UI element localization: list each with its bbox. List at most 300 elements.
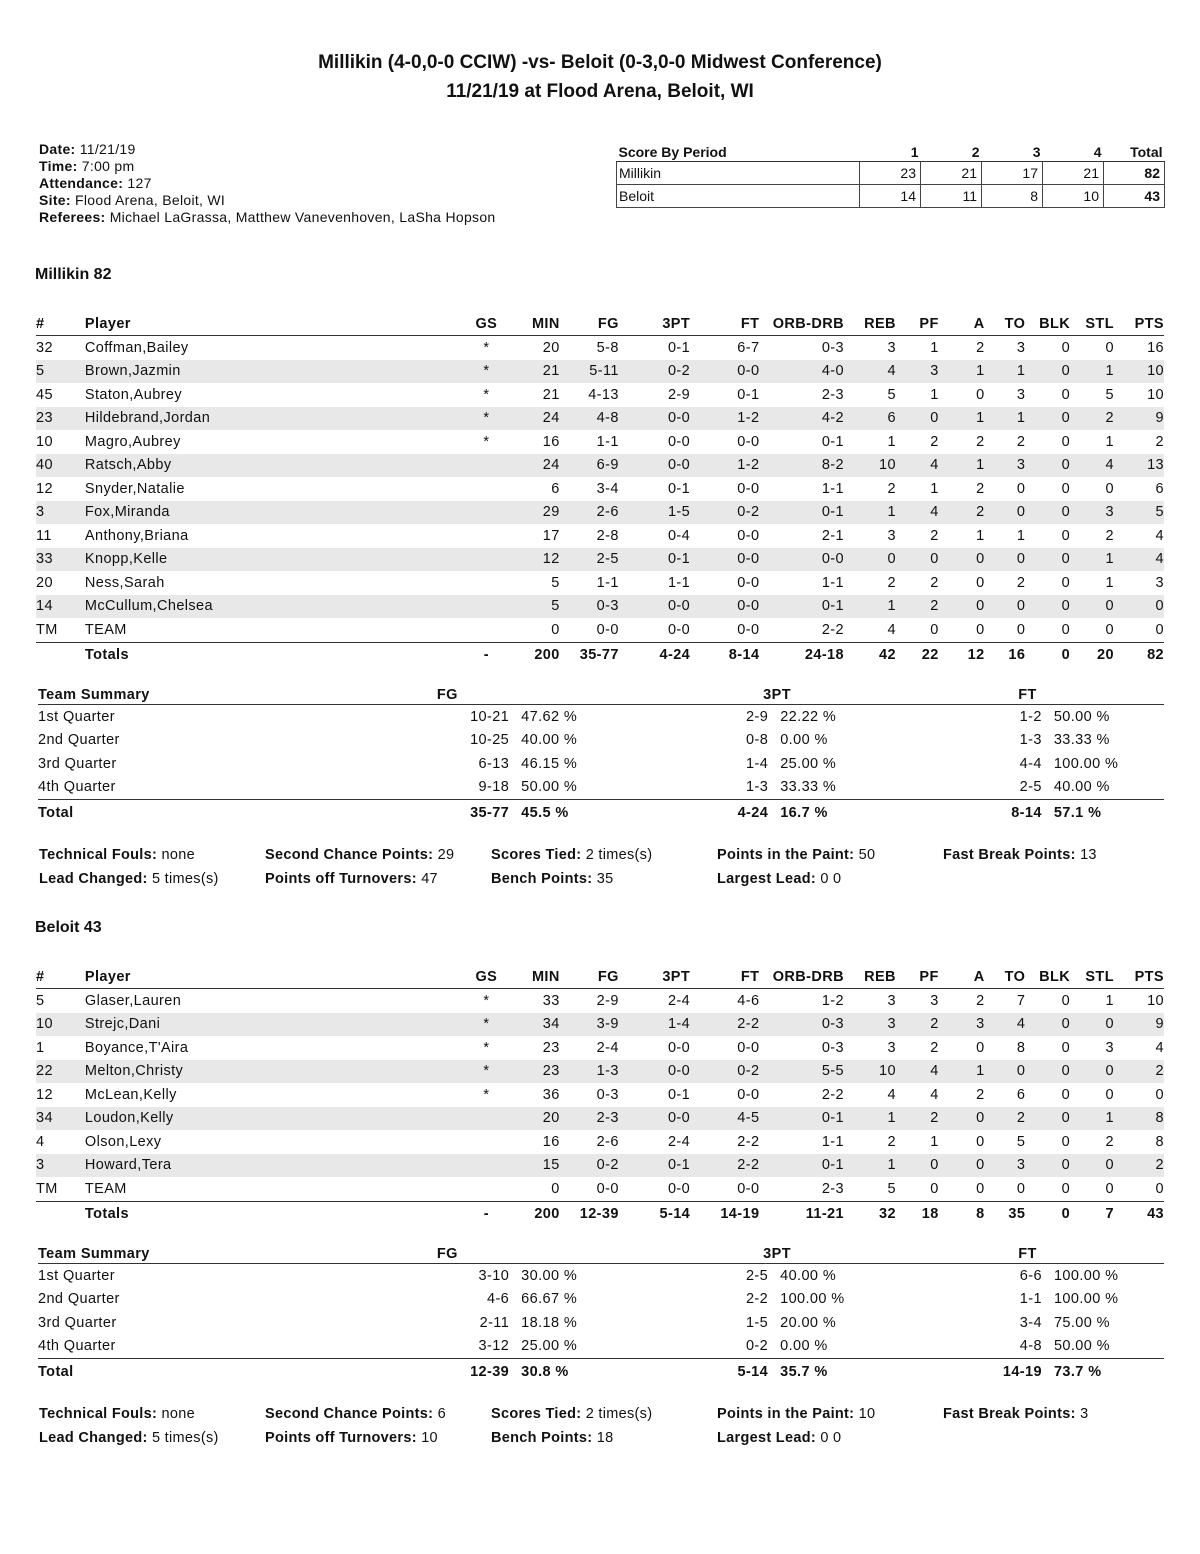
summary-gap (612, 1288, 673, 1312)
free-throws: 0-1 (737, 386, 760, 403)
player-row (36, 336, 1164, 360)
blocks: 0 (1061, 621, 1071, 638)
points: 4 (1114, 548, 1164, 572)
points: 8 (1114, 1107, 1164, 1131)
fg-percent: 45.5 % (515, 800, 612, 826)
report-subtitle: 11/21/19 at Flood Arena, Beloit, WI (446, 81, 754, 102)
turnovers: 3 (1016, 339, 1026, 356)
three-pointers: 0-0 (667, 1180, 691, 1197)
ft-made-attempted: 3-4 (1019, 1314, 1042, 1331)
field-goals: 6-9 (560, 454, 619, 478)
turnovers: 4 (985, 1013, 1026, 1037)
player-row (36, 501, 1164, 525)
rebounds: 10 (844, 454, 896, 478)
assists: 0 (939, 595, 985, 619)
ft-percent: 50.00 % (1053, 708, 1110, 725)
games-started: * (462, 1060, 511, 1084)
score-q: 10 (1043, 185, 1104, 208)
three-percent: 0.00 % (780, 1338, 828, 1355)
column-header-rebounds: REB (844, 313, 896, 336)
stat-value-largest: 0 0 (820, 871, 842, 887)
player-name: Howard,Tera (85, 1154, 462, 1178)
minutes: 24 (511, 454, 560, 478)
steals: 1 (1105, 992, 1114, 1009)
fouls: 0 (896, 548, 939, 572)
minutes: 33 (542, 992, 560, 1009)
quarter-label: 4th Quarter (38, 1338, 116, 1355)
stat-label-pot: Points off Turnovers: (265, 1430, 417, 1446)
stat-label-second: Second Chance Points: (265, 847, 434, 863)
field-goals: 1-1 (596, 574, 619, 591)
minutes: 16 (542, 433, 560, 450)
minutes: 12 (511, 548, 560, 572)
box-header-row (36, 966, 1164, 989)
games-started (462, 1107, 511, 1131)
turnovers: 0 (985, 548, 1026, 572)
player-number: 10 (36, 1013, 85, 1037)
score-q: 11 (921, 185, 982, 208)
free-throws: 0-2 (690, 1060, 759, 1084)
three-pointers: 0-1 (619, 1154, 690, 1178)
assists: 0 (939, 1154, 985, 1178)
player-number: TM (36, 1180, 58, 1197)
steals: 1 (1105, 574, 1114, 591)
field-goals: 4-8 (560, 407, 619, 431)
stat-label-tech: Technical Fouls: (39, 1406, 158, 1422)
ft-made-attempted: 1-2 (1019, 708, 1042, 725)
stat-second (265, 1406, 446, 1422)
rebounds: 1 (887, 433, 896, 450)
box-header-row (36, 313, 1164, 336)
turnovers: 1 (1016, 527, 1026, 544)
assists: 1 (939, 360, 985, 384)
assists: 0 (939, 548, 985, 572)
quarter-label: 3rd Quarter (38, 755, 117, 772)
summary-row (38, 1311, 1164, 1335)
score-q: 21 (921, 162, 982, 185)
column-header-blocks: BLK (1025, 313, 1070, 336)
games-started: * (462, 407, 511, 431)
quarter-label: 1st Quarter (38, 708, 115, 725)
field-goals: 0-3 (560, 595, 619, 619)
three-percent: 20.00 % (780, 1314, 837, 1331)
ft-percent: 57.1 % (1048, 800, 1164, 826)
column-header-turnovers: TO (985, 313, 1026, 336)
fouls: 4 (896, 454, 939, 478)
quarter-label: 3rd Quarter (38, 1314, 117, 1331)
report-title: Millikin (4-0,0-0 CCIW) -vs- Beloit (0-3,0-0 Midwest Conference) (318, 52, 882, 73)
summary-total-row (38, 1359, 1164, 1385)
steals: 2 (1070, 407, 1114, 431)
column-header-free-throws: FT (690, 313, 759, 336)
stat-value-bench: 35 (596, 871, 614, 887)
three-pointers: 2-4 (667, 992, 691, 1009)
orb-drb: 2-2 (821, 621, 844, 638)
three-pointers: 0-1 (619, 548, 690, 572)
score-total: 43 (1104, 185, 1165, 208)
field-goals: 5-11 (560, 360, 619, 384)
player-number: 4 (36, 1133, 45, 1150)
blocks: 0 (1025, 1060, 1070, 1084)
column-header-free-throws: FT (690, 966, 759, 989)
score-q: 21 (1043, 162, 1104, 185)
stat-label-bench: Bench Points: (491, 1430, 593, 1446)
turnovers: 0 (1016, 1180, 1026, 1197)
rebounds: 3 (887, 339, 896, 356)
player-name: Melton,Christy (85, 1060, 462, 1084)
column-header-games-started: GS (462, 313, 511, 336)
summary-gap (612, 776, 673, 800)
fg-percent: 50.00 % (521, 779, 578, 796)
stat-pot (265, 871, 438, 887)
field-goals: 0-3 (596, 1086, 619, 1103)
total-assists: 8 (939, 1201, 985, 1226)
column-header-player-number: # (36, 313, 85, 336)
points: 3 (1155, 574, 1164, 591)
turnovers: 2 (1016, 574, 1026, 591)
assists: 2 (939, 501, 985, 525)
three-pointers: 0-4 (667, 527, 691, 544)
total-fouls: 22 (896, 642, 939, 667)
field-goals: 2-9 (596, 992, 619, 1009)
box-score-table (36, 966, 1164, 1226)
games-started: * (462, 1013, 511, 1037)
ft-made-attempted: 8-14 (951, 800, 1048, 826)
stat-value-tech: none (161, 847, 195, 863)
steals: 1 (1070, 360, 1114, 384)
summary-header-row (38, 686, 1164, 705)
turnovers: 3 (985, 1154, 1026, 1178)
steals: 0 (1105, 480, 1114, 497)
free-throws: 0-0 (737, 433, 760, 450)
fouls: 4 (930, 1086, 939, 1103)
points: 6 (1155, 480, 1164, 497)
fouls: 4 (896, 501, 939, 525)
total-player-number (36, 642, 85, 667)
player-row (36, 1107, 1164, 1131)
points: 10 (1147, 386, 1164, 403)
steals: 0 (1105, 339, 1114, 356)
orb-drb: 1-1 (821, 480, 844, 497)
steals: 5 (1105, 386, 1114, 403)
minutes: 23 (511, 1060, 560, 1084)
stat-fast (943, 847, 1097, 863)
game-info (39, 141, 496, 226)
points: 16 (1147, 339, 1164, 356)
fouls: 2 (930, 574, 939, 591)
period-header: 4 (1043, 142, 1104, 162)
field-goals: 3-4 (596, 480, 619, 497)
player-name: Hildebrand,Jordan (85, 407, 462, 431)
fouls: 2 (930, 1039, 939, 1056)
referees-value: Michael LaGrassa, Matthew Vanevenhoven, LaSha Hopson (109, 209, 496, 225)
player-row (36, 1083, 1164, 1107)
games-started: * (462, 360, 511, 384)
rebounds: 3 (844, 1013, 896, 1037)
field-goals: 0-2 (560, 1154, 619, 1178)
player-number: 34 (36, 1107, 85, 1131)
score-team: Beloit (617, 185, 860, 208)
stat-label-second: Second Chance Points: (265, 1406, 434, 1422)
column-header-field-goals: FG (560, 313, 619, 336)
column-header-orb-drb: ORB-DRB (759, 966, 844, 989)
assists: 1 (939, 1060, 985, 1084)
stat-label-lead: Lead Changed: (39, 871, 148, 887)
points: 0 (1155, 621, 1164, 638)
column-header-assists: A (939, 313, 985, 336)
stat-paint (717, 1406, 875, 1422)
orb-drb: 4-0 (759, 360, 844, 384)
fouls: 2 (896, 595, 939, 619)
site-line: Site: Flood Arena, Beloit, WI (39, 192, 226, 208)
steals: 2 (1105, 527, 1114, 544)
player-name: Snyder,Natalie (84, 480, 185, 497)
summary-gap (612, 1335, 673, 1359)
minutes: 20 (511, 1107, 560, 1131)
turnovers: 6 (1016, 1086, 1026, 1103)
quarter-label: 1st Quarter (38, 1267, 115, 1284)
ft-made-attempted: 14-19 (951, 1359, 1048, 1385)
minutes: 24 (511, 407, 560, 431)
rebounds: 3 (887, 527, 896, 544)
summary-row (38, 729, 1164, 753)
player-number: 3 (36, 501, 85, 525)
stat-value-pot: 47 (421, 871, 438, 887)
score-q: 23 (860, 162, 921, 185)
steals: 2 (1105, 1133, 1114, 1150)
total-field-goals: 35-77 (560, 642, 619, 667)
fg-made-attempted: 3-10 (478, 1267, 510, 1284)
stat-fast (943, 1406, 1088, 1422)
orb-drb: 2-2 (821, 1086, 844, 1103)
blocks: 0 (1025, 595, 1070, 619)
games-started: * (483, 386, 490, 403)
summary-row (38, 1335, 1164, 1359)
points: 10 (1114, 360, 1164, 384)
total-points: 43 (1114, 1201, 1164, 1226)
summary-gap (612, 705, 673, 729)
player-number: 23 (36, 407, 85, 431)
steals: 0 (1070, 595, 1114, 619)
free-throws: 1-2 (690, 454, 759, 478)
points: 0 (1114, 595, 1164, 619)
total-turnovers: 16 (985, 642, 1026, 667)
ft-made-attempted: 2-5 (1019, 779, 1042, 796)
column-header-steals: STL (1070, 313, 1114, 336)
total-fouls: 18 (896, 1201, 939, 1226)
turnovers: 1 (985, 360, 1026, 384)
free-throws: 0-0 (690, 548, 759, 572)
rebounds: 5 (887, 386, 896, 403)
fouls: 2 (930, 527, 939, 544)
fg-percent: 66.67 % (521, 1291, 578, 1308)
team-summary-table (38, 1245, 1164, 1384)
player-number: 11 (36, 527, 52, 544)
field-goals: 1-3 (560, 1060, 619, 1084)
games-started (462, 477, 511, 501)
assists: 0 (976, 1180, 985, 1197)
orb-drb: 0-0 (759, 548, 844, 572)
stat-second (265, 847, 454, 863)
summary-row (38, 705, 1164, 729)
minutes: 21 (542, 386, 560, 403)
field-goals: 3-9 (560, 1013, 619, 1037)
steals: 0 (1105, 1086, 1114, 1103)
games-started (462, 1130, 511, 1154)
rebounds: 6 (844, 407, 896, 431)
points: 2 (1114, 1060, 1164, 1084)
total-rebounds: 32 (844, 1201, 896, 1226)
fg-percent: 46.15 % (521, 755, 578, 772)
player-name: McLean,Kelly (84, 1086, 177, 1103)
blocks: 0 (1025, 407, 1070, 431)
quarter-label: Total (38, 1359, 332, 1385)
points: 13 (1114, 454, 1164, 478)
player-row (36, 430, 1164, 454)
blocks: 0 (1061, 339, 1071, 356)
orb-drb: 1-2 (821, 992, 844, 1009)
steals: 0 (1070, 1154, 1114, 1178)
stat-label-fast: Fast Break Points: (943, 847, 1076, 863)
score-q: 14 (860, 185, 921, 208)
turnovers: 0 (1016, 621, 1026, 638)
free-throws: 0-0 (737, 1086, 760, 1103)
fouls: 0 (896, 407, 939, 431)
orb-drb: 5-5 (759, 1060, 844, 1084)
three-made-attempted: 2-5 (745, 1267, 769, 1284)
ft-made-attempted: 1-1 (1019, 1291, 1042, 1308)
free-throws: 6-7 (737, 339, 760, 356)
player-number: 22 (36, 1060, 85, 1084)
three-percent: 25.00 % (780, 755, 837, 772)
turnovers: 0 (985, 595, 1026, 619)
assists: 2 (976, 339, 985, 356)
field-goals: 2-8 (596, 527, 619, 544)
minutes: 21 (511, 360, 560, 384)
blocks: 0 (1025, 360, 1070, 384)
rebounds: 4 (844, 360, 896, 384)
player-row (36, 1154, 1164, 1178)
stat-label-tied: Scores Tied: (491, 1406, 582, 1422)
minutes: 23 (542, 1039, 560, 1056)
player-name: Fox,Miranda (85, 501, 462, 525)
assists: 0 (976, 574, 985, 591)
orb-drb: 0-1 (759, 595, 844, 619)
minutes: 0 (551, 621, 560, 638)
player-name: Brown,Jazmin (85, 360, 462, 384)
three-pointers: 0-1 (667, 480, 691, 497)
fg-percent: 30.8 % (515, 1359, 612, 1385)
summary-header-row (38, 1245, 1164, 1264)
score-q: 8 (982, 185, 1043, 208)
total-assists: 12 (939, 642, 985, 667)
points: 0 (1155, 1086, 1164, 1103)
stat-label-fast: Fast Break Points: (943, 1406, 1076, 1422)
player-name: Loudon,Kelly (85, 1107, 462, 1131)
total-orb-drb: 24-18 (759, 642, 844, 667)
orb-drb: 0-1 (759, 501, 844, 525)
three-made-attempted: 2-2 (745, 1291, 769, 1308)
fg-made-attempted: 4-6 (486, 1291, 510, 1308)
assists: 2 (976, 480, 985, 497)
player-row (36, 618, 1164, 642)
attendance-value: 127 (127, 175, 152, 191)
games-started (462, 1177, 511, 1201)
minutes: 29 (511, 501, 560, 525)
column-header-fouls: PF (896, 313, 939, 336)
total-blocks: 0 (1025, 1201, 1070, 1226)
summary-row (38, 1288, 1164, 1312)
orb-drb: 2-3 (821, 1180, 844, 1197)
total-header: Total (1104, 142, 1165, 162)
three-pointers: 1-5 (619, 501, 690, 525)
player-name: Staton,Aubrey (84, 386, 182, 403)
rebounds: 10 (844, 1060, 896, 1084)
minutes: 6 (551, 480, 560, 497)
blocks: 0 (1025, 1154, 1070, 1178)
stat-value-tied: 2 times(s) (585, 847, 653, 863)
orb-drb: 2-3 (821, 386, 844, 403)
stat-value-paint: 10 (858, 1406, 876, 1422)
assists: 1 (976, 527, 985, 544)
date-line: Date: 11/21/19 (39, 141, 136, 157)
games-started: * (483, 433, 490, 450)
player-name: TEAM (84, 1180, 127, 1197)
three-made-attempted: 5-14 (673, 1359, 774, 1385)
stat-tech (39, 1406, 195, 1422)
stat-value-tied: 2 times(s) (585, 1406, 653, 1422)
fouls: 0 (930, 1180, 939, 1197)
free-throws: 0-0 (690, 360, 759, 384)
stat-value-lead: 5 times(s) (151, 871, 219, 887)
three-pointers: 0-0 (667, 433, 691, 450)
ft-made-attempted: 4-4 (1019, 755, 1042, 772)
stat-value-fast: 13 (1080, 847, 1097, 863)
free-throws: 0-0 (737, 527, 760, 544)
player-number: 32 (36, 339, 53, 356)
player-number: 5 (36, 360, 85, 384)
field-goals: 4-13 (588, 386, 619, 403)
three-made-attempted: 2-9 (746, 708, 769, 725)
steals: 0 (1105, 1180, 1114, 1197)
player-row (36, 548, 1164, 572)
score-team: Millikin (617, 162, 860, 185)
column-header-three-pointers: 3PT (619, 313, 690, 336)
rebounds: 1 (844, 501, 896, 525)
column-header-three-pointers: 3PT (619, 966, 690, 989)
time-value: 7:00 pm (81, 158, 135, 174)
turnovers: 3 (1016, 386, 1026, 403)
column-header-turnovers: TO (985, 966, 1026, 989)
blocks: 0 (1061, 1180, 1071, 1197)
total-turnovers: 35 (985, 1201, 1026, 1226)
totals-row (36, 1201, 1164, 1226)
rebounds: 4 (887, 1086, 896, 1103)
free-throws: 0-0 (737, 1180, 760, 1197)
blocks: 0 (1061, 386, 1071, 403)
turnovers: 2 (985, 1107, 1026, 1131)
stat-paint (717, 847, 875, 863)
player-number: 3 (36, 1154, 85, 1178)
fouls: 2 (896, 1107, 939, 1131)
free-throws: 0-0 (690, 595, 759, 619)
steals: 0 (1070, 1013, 1114, 1037)
quarter-label: Total (38, 800, 332, 826)
games-started (462, 454, 511, 478)
blocks: 0 (1061, 527, 1071, 544)
three-percent: 40.00 % (780, 1267, 837, 1284)
summary-ft-header: FT (951, 686, 1164, 705)
